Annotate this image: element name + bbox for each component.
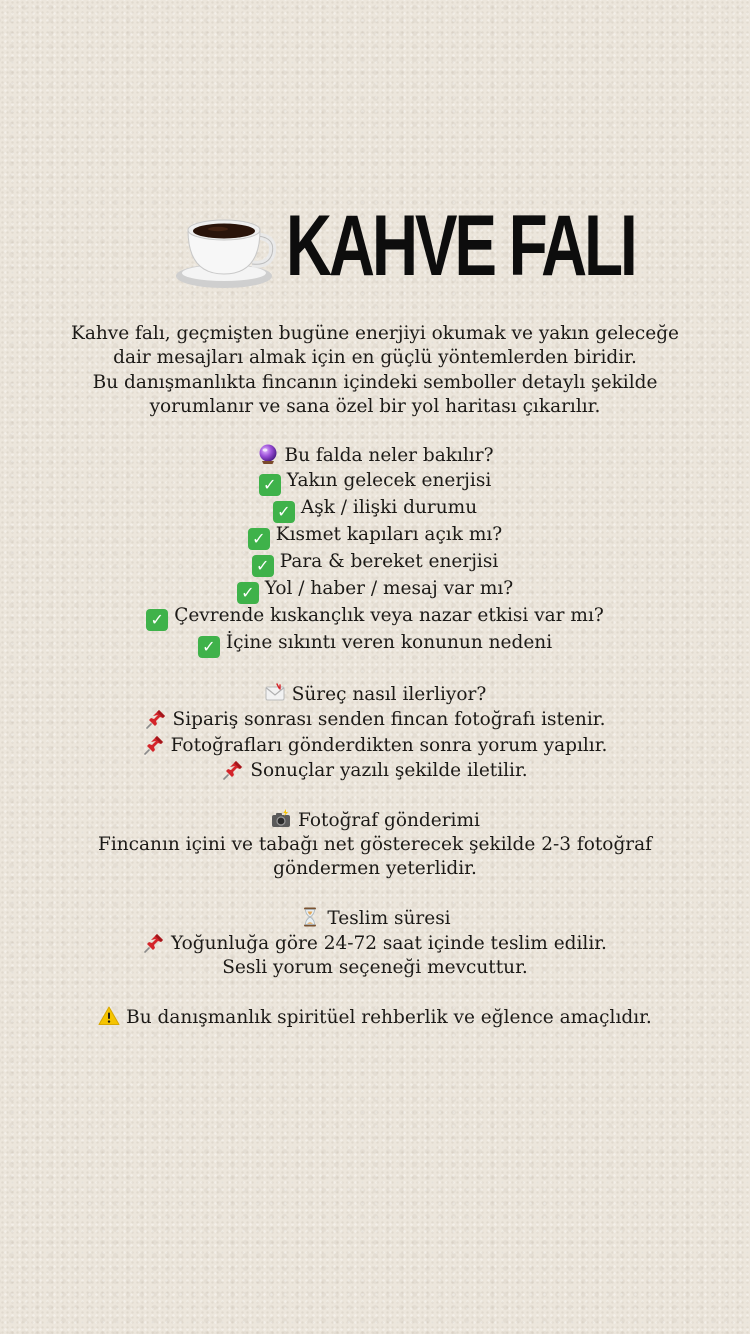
process-step: Sipariş sonrası senden fincan fotoğrafı istenir. [40,707,710,732]
check-mark-icon: ✓ [248,528,270,550]
pushpin-icon [145,707,167,729]
topic-item: ✓ Kısmet kapıları açık mı? [40,523,710,550]
pushpin-icon [143,733,165,755]
topics-heading: Bu falda neler bakılır? [40,443,710,468]
check-mark-icon: ✓ [259,474,281,496]
coffee-cup-icon [174,200,278,292]
check-mark-icon: ✓ [252,555,274,577]
topic-item: ✓ İçine sıkıntı veren konunun nedeni [40,631,710,658]
delivery-item: Yoğunluğa göre 24-72 saat içinde teslim edilir. [40,931,710,956]
photo-heading: Fotoğraf gönderimi [40,808,710,833]
content-body [40,322,710,1030]
process-heading: Süreç nasıl ilerliyor? [40,682,710,707]
intro-paragraph [40,322,710,419]
topics-section [40,443,710,657]
process-section [40,682,710,783]
pushpin-icon [222,758,244,780]
check-mark-icon: ✓ [273,501,295,523]
check-mark-icon: ✓ [146,609,168,631]
title-row [0,196,750,296]
topic-item: ✓ Para & bereket enerjisi [40,550,710,577]
process-step: Fotoğrafları gönderdikten sonra yorum yapılır. [40,733,710,758]
hourglass-icon [299,906,321,928]
topic-item: ✓ Aşk / ilişki durumu [40,496,710,523]
camera-flash-icon [270,808,292,830]
warning-icon [98,1005,120,1027]
crystal-ball-icon [257,443,279,465]
process-step: Sonuçlar yazılı şekilde iletilir. [40,758,710,783]
delivery-heading: Teslim süresi [40,906,710,931]
topic-item: ✓ Çevrende kıskançlık veya nazar etkisi var mı? [40,604,710,631]
pushpin-icon [143,931,165,953]
check-mark-icon: ✓ [198,636,220,658]
photo-line: Fincanın içini ve tabağı net gösterecek şekilde 2-3 fotoğraf [97,833,653,855]
intro-line: Bu danışmanlıkta fincanın içindeki semboller detaylı şekilde [92,371,658,393]
topic-item: ✓ Yakın gelecek enerjisi [40,469,710,496]
intro-line: dair mesajları almak için en güçlü yöntemlerden biridir. [113,347,637,369]
intro-line: Kahve falı, geçmişten bugüne enerjiyi okumak ve yakın geleceğe [71,323,679,344]
disclaimer: Bu danışmanlık spiritüel rehberlik ve eğlence amaçlıdır. [40,1005,710,1030]
topic-item: ✓ Yol / haber / mesaj var mı? [40,577,710,604]
page-title: KAHVE FALI [286,198,635,294]
check-mark-icon: ✓ [237,582,259,604]
intro-line: yorumlanır ve sana özel bir yol haritası çıkarılır. [149,395,601,417]
envelope-icon [264,682,286,704]
photo-line: göndermen yeterlidir. [273,858,477,880]
delivery-section [40,906,710,981]
delivery-note: Sesli yorum seçeneği mevcuttur. [222,957,528,979]
photo-section [40,808,710,882]
